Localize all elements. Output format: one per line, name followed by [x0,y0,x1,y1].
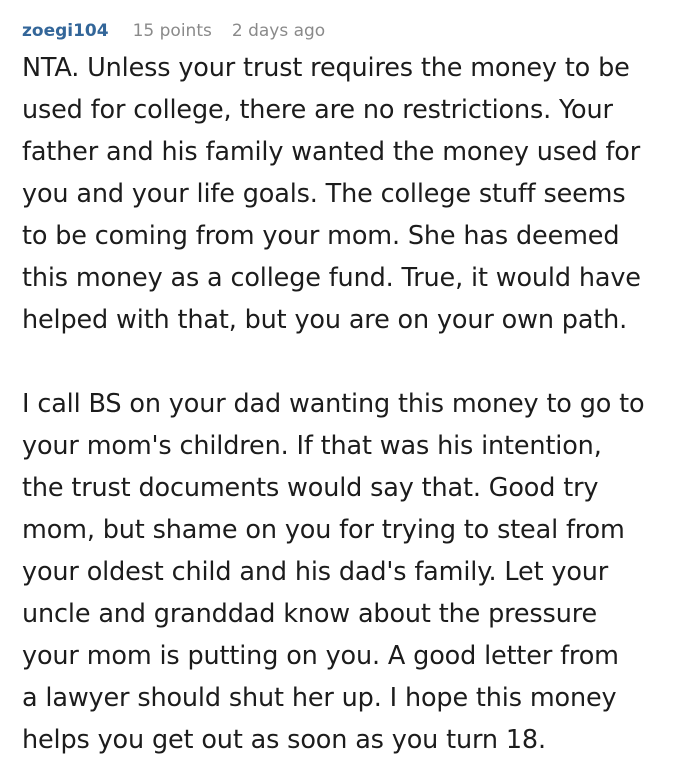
text-line: father and his family wanted the money used for [22,137,641,167]
comment-paragraph-2 [22,383,678,761]
comment-paragraph-1 [22,47,678,341]
text-line: your mom's children. If that was his intention, [22,431,602,461]
text-line: a lawyer should shut her up. I hope this money [22,683,617,713]
text-line: this money as a college fund. True, it would have [22,263,641,293]
text-line: to be coming from your mom. She has deemed [22,221,620,251]
username-link[interactable]: zoegi104 [22,21,109,41]
text-line: your mom is putting on you. A good letter from [22,641,619,671]
text-line: uncle and granddad know about the pressure [22,599,598,629]
text-line: I call BS on your dad wanting this money to go to [22,389,645,419]
text-line: used for college, there are no restrictions. Your [22,95,613,125]
text-line: you and your life goals. The college stuff seems [22,179,626,209]
timestamp: 2 days ago [231,21,326,41]
text-line: your oldest child and his dad's family. Let your [22,557,609,587]
text-line: helps you get out as soon as you turn 18. [22,725,546,755]
points-count: 15 points [132,21,212,41]
text-line: the trust documents would say that. Good try [22,473,599,503]
comment-body [22,47,678,761]
text-line: mom, but shame on you for trying to steal from [22,515,625,545]
text-line: helped with that, but you are on your own path. [22,305,628,335]
comment-meta [22,17,678,45]
text-line: NTA. Unless your trust requires the money to be [22,53,630,83]
